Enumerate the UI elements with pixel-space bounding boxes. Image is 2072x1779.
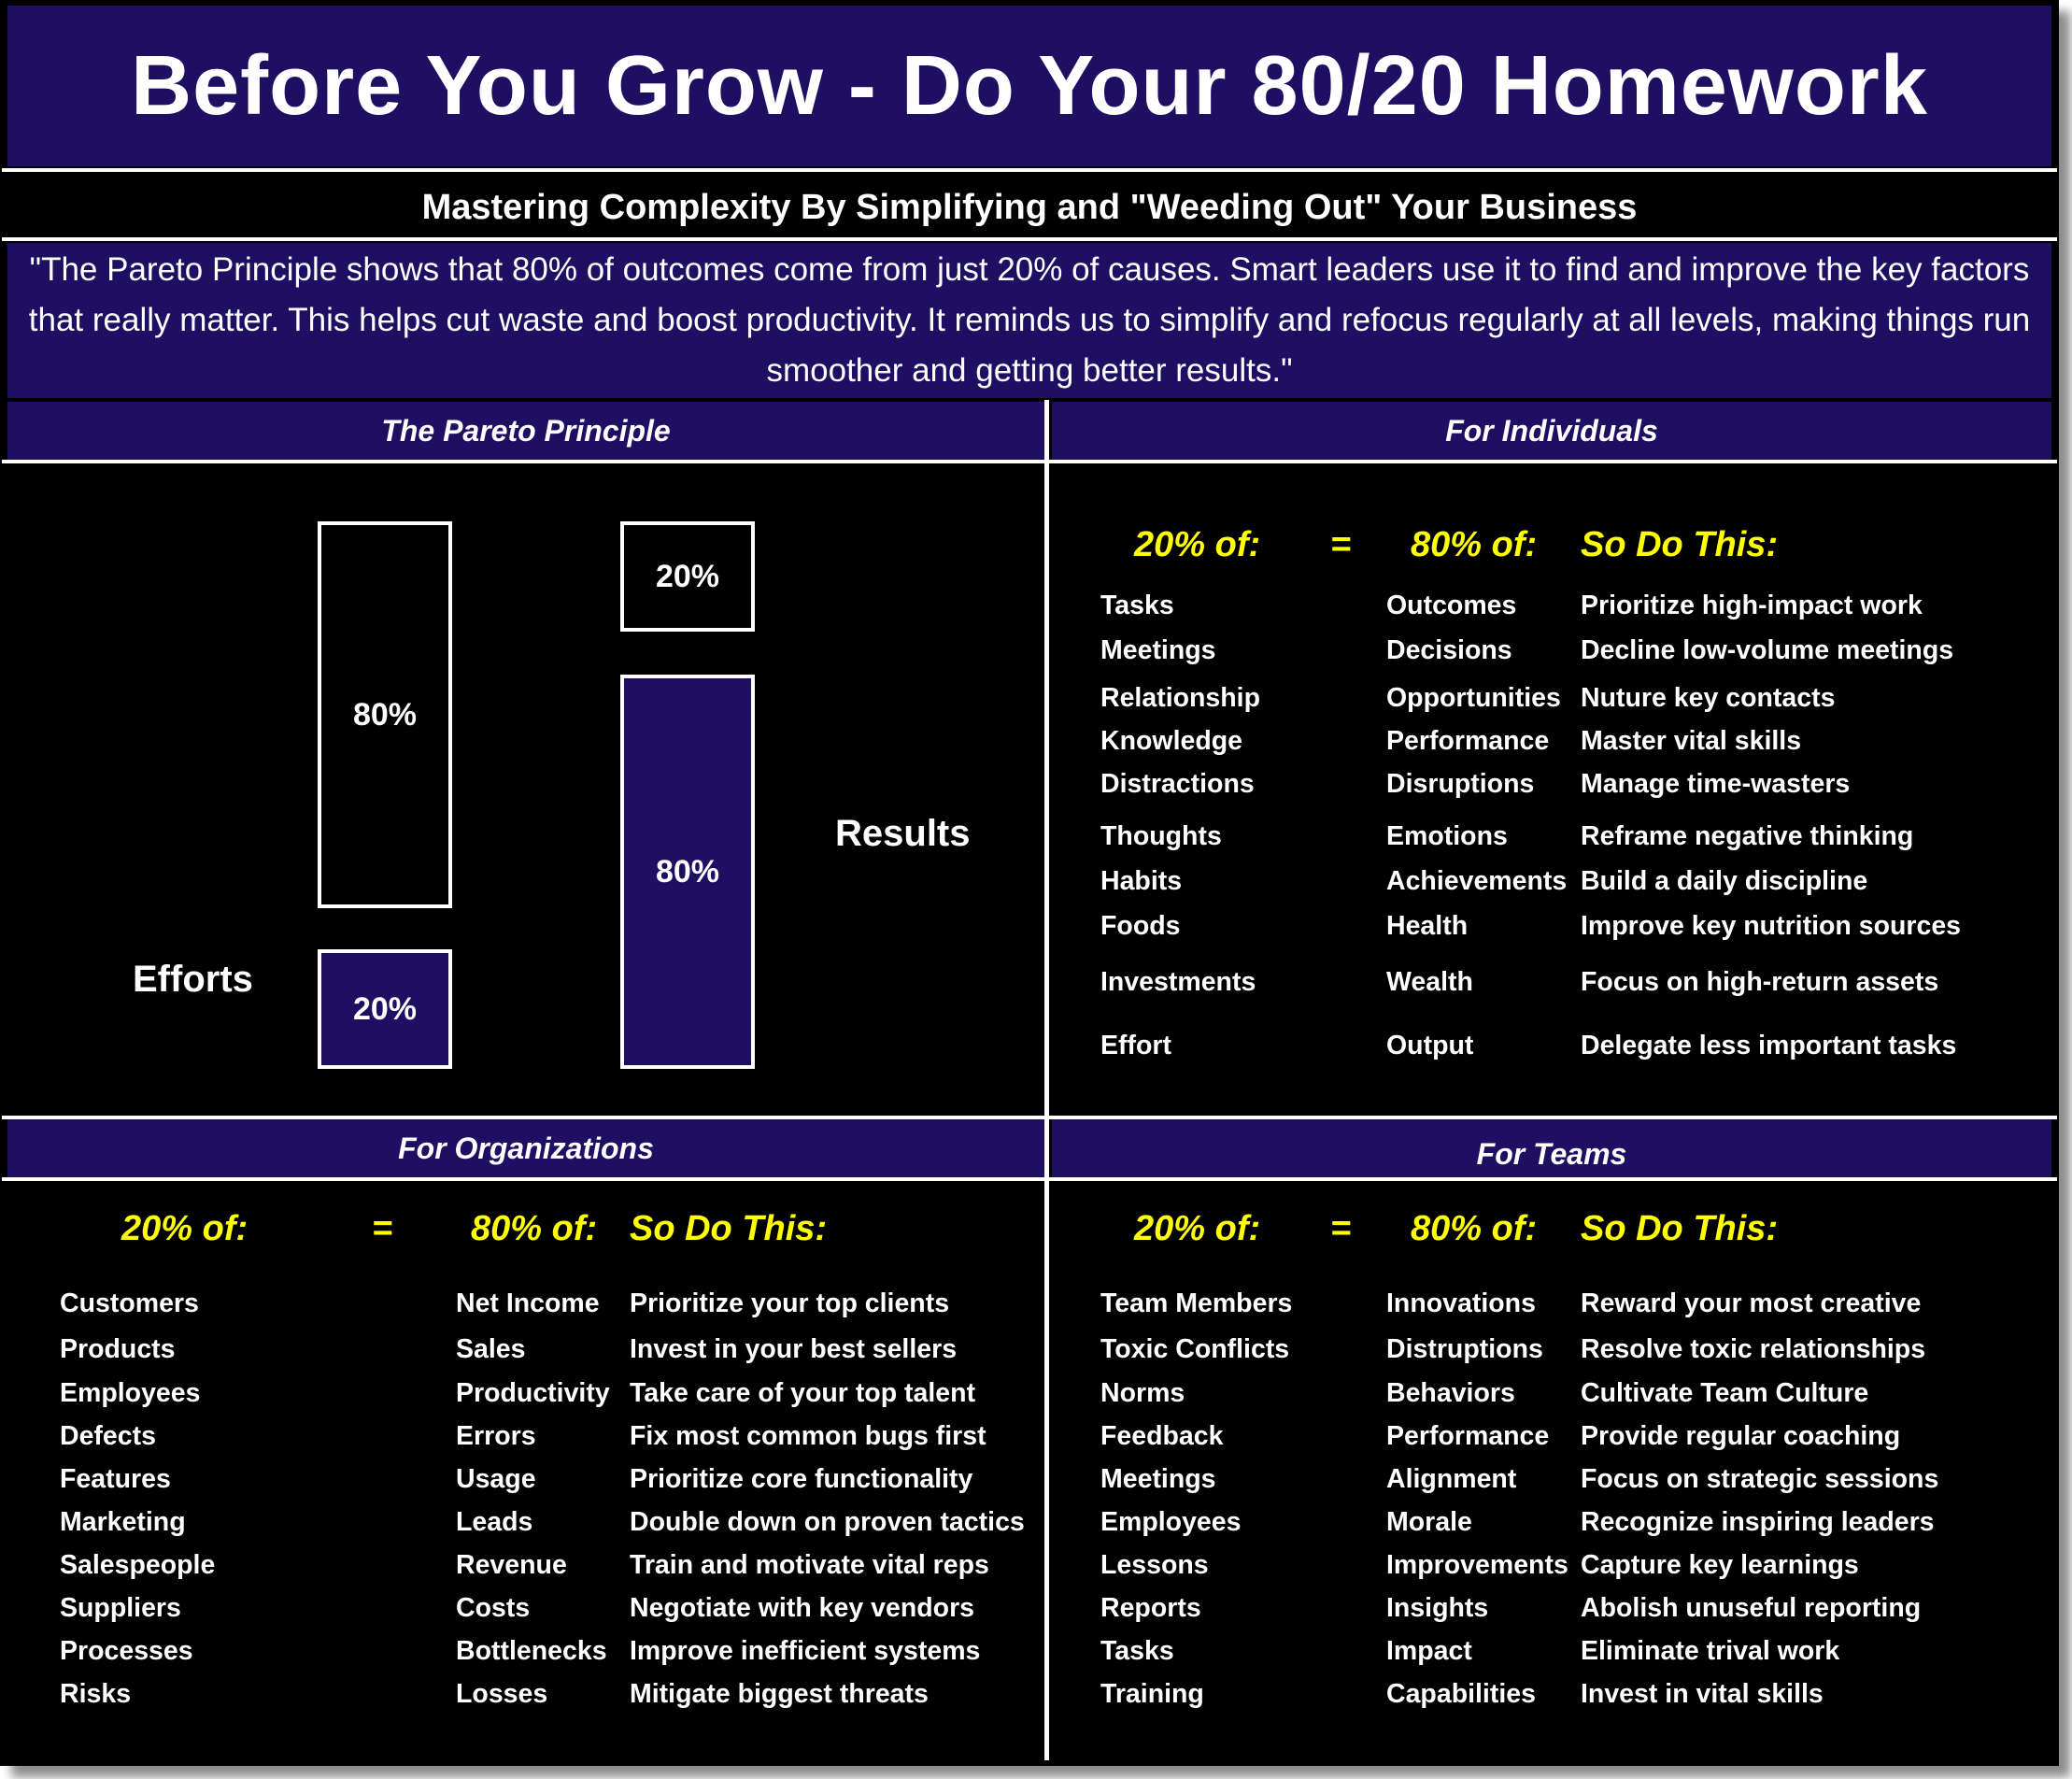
col-header-effect: 80% of: <box>471 1209 598 1248</box>
list-item: Morale <box>1386 1507 1472 1537</box>
list-item: Norms <box>1100 1378 1185 1408</box>
list-item: Usage <box>456 1464 536 1494</box>
list-item: Insights <box>1386 1593 1489 1623</box>
efforts-80-bar: 80% <box>318 521 452 908</box>
list-item: Double down on proven tactics <box>630 1507 1025 1537</box>
list-item: Salespeople <box>60 1550 216 1580</box>
list-item: Mitigate biggest threats <box>630 1679 929 1709</box>
list-item: Leads <box>456 1507 533 1537</box>
col-header-cause: 20% of: <box>1134 525 1261 564</box>
list-item: Net Income <box>456 1288 600 1318</box>
list-item: Train and motivate vital reps <box>630 1550 989 1580</box>
page-title: Before You Grow - Do Your 80/20 Homework <box>7 6 2051 166</box>
col-header-equals: = <box>1330 525 1352 564</box>
list-item: Prioritize your top clients <box>630 1288 950 1318</box>
list-item: Decline low-volume meetings <box>1581 635 1954 665</box>
list-item: Capabilities <box>1386 1679 1536 1709</box>
list-item: Productivity <box>456 1378 610 1408</box>
list-item: Wealth <box>1386 967 1473 997</box>
efforts-label: Efforts <box>133 959 253 1000</box>
list-item: Processes <box>60 1636 193 1666</box>
list-item: Health <box>1386 911 1469 941</box>
list-item: Abolish unuseful reporting <box>1581 1593 1922 1623</box>
list-item: Improve inefficient systems <box>630 1636 981 1666</box>
list-item: Errors <box>456 1421 536 1451</box>
list-item: Impact <box>1386 1636 1472 1666</box>
list-item: Recognize inspiring leaders <box>1581 1507 1935 1537</box>
list-item: Manage time-wasters <box>1581 769 1851 799</box>
subtitle: Mastering Complexity By Simplifying and "Weeding Out" Your Business <box>421 187 1638 227</box>
list-item: Decisions <box>1386 635 1512 665</box>
list-item: Bottlenecks <box>456 1636 607 1666</box>
list-item: Products <box>60 1334 176 1364</box>
list-item: Capture key learnings <box>1581 1550 1859 1580</box>
efforts-20-bar: 20% <box>318 949 452 1069</box>
list-item: Performance <box>1386 1421 1550 1451</box>
list-item: Behaviors <box>1386 1378 1515 1408</box>
list-item: Knowledge <box>1100 726 1243 756</box>
list-item: Feedback <box>1100 1421 1224 1451</box>
results-80-bar: 80% <box>620 675 755 1069</box>
list-item: Focus on high-return assets <box>1581 967 1939 997</box>
list-item: Master vital skills <box>1581 726 1802 756</box>
list-item: Employees <box>60 1378 201 1408</box>
list-item: Sales <box>456 1334 526 1364</box>
list-item: Prioritize core functionality <box>630 1464 973 1494</box>
list-item: Costs <box>456 1593 531 1623</box>
list-item: Suppliers <box>60 1593 181 1623</box>
list-item: Investments <box>1100 967 1256 997</box>
list-item: Improvements <box>1386 1550 1568 1580</box>
list-item: Resolve toxic relationships <box>1581 1334 1926 1364</box>
list-item: Customers <box>60 1288 199 1318</box>
list-item: Fix most common bugs first <box>630 1421 986 1451</box>
list-item: Toxic Conflicts <box>1100 1334 1290 1364</box>
list-item: Features <box>60 1464 171 1494</box>
list-item: Delegate less important tasks <box>1581 1031 1957 1060</box>
list-item: Take care of your top talent <box>630 1378 976 1408</box>
col-header-equals: = <box>372 1209 393 1248</box>
list-item: Revenue <box>456 1550 567 1580</box>
list-item: Nuture key contacts <box>1581 683 1836 713</box>
list-item: Invest in your best sellers <box>630 1334 958 1364</box>
list-item: Performance <box>1386 726 1550 756</box>
list-item: Disruptions <box>1386 769 1535 799</box>
col-header-cause: 20% of: <box>121 1209 248 1248</box>
list-item: Relationship <box>1100 683 1261 713</box>
results-20-bar: 20% <box>620 521 755 632</box>
list-item: Prioritize high-impact work <box>1581 591 1923 620</box>
list-item: Invest in vital skills <box>1581 1679 1824 1709</box>
list-item: Foods <box>1100 911 1181 941</box>
list-item: Eliminate trival work <box>1581 1636 1840 1666</box>
section-header-teams: For Teams <box>1052 1119 2051 1177</box>
section-header-pareto: The Pareto Principle <box>7 402 1044 460</box>
col-header-action: So Do This: <box>1581 525 1779 564</box>
list-item: Meetings <box>1100 1464 1216 1494</box>
list-item: Cultivate Team Culture <box>1581 1378 1869 1408</box>
section-header-individuals: For Individuals <box>1052 402 2051 460</box>
list-item: Lessons <box>1100 1550 1209 1580</box>
list-item: Reports <box>1100 1593 1201 1623</box>
list-item: Tasks <box>1100 591 1174 620</box>
list-item: Distractions <box>1100 769 1255 799</box>
list-item: Losses <box>456 1679 548 1709</box>
list-item: Improve key nutrition sources <box>1581 911 1962 941</box>
list-item: Emotions <box>1386 821 1508 851</box>
list-item: Output <box>1386 1031 1474 1060</box>
list-item: Opportunities <box>1386 683 1561 713</box>
divider <box>2 1177 2057 1181</box>
col-header-equals: = <box>1330 1209 1352 1248</box>
section-header-organizations: For Organizations <box>7 1119 1044 1177</box>
col-header-effect: 80% of: <box>1411 1209 1538 1248</box>
divider <box>2 237 2057 241</box>
list-item: Reframe negative thinking <box>1581 821 1914 851</box>
list-item: Outcomes <box>1386 591 1517 620</box>
list-item: Training <box>1100 1679 1204 1709</box>
list-item: Marketing <box>60 1507 186 1537</box>
list-item: Reward your most creative <box>1581 1288 1922 1318</box>
list-item: Innovations <box>1386 1288 1536 1318</box>
list-item: Tasks <box>1100 1636 1174 1666</box>
list-item: Habits <box>1100 866 1183 896</box>
list-item: Achievements <box>1386 866 1568 896</box>
pareto-quote: "The Pareto Principle shows that 80% of outcomes come from just 20% of causes. Smart leaders use it to find and improve the key factors that really matter. This helps cut waste and boost productivity. It reminds us to simplify and refocus regularly at all levels, making things run smoother and getting better results." <box>7 243 2051 398</box>
results-label: Results <box>835 813 971 854</box>
divider <box>2 460 2057 463</box>
vertical-divider <box>1044 400 1049 1760</box>
list-item: Meetings <box>1100 635 1216 665</box>
list-item: Build a daily discipline <box>1581 866 1868 896</box>
list-item: Focus on strategic sessions <box>1581 1464 1939 1494</box>
list-item: Risks <box>60 1679 132 1709</box>
col-header-action: So Do This: <box>1581 1209 1779 1248</box>
col-header-action: So Do This: <box>630 1209 828 1248</box>
list-item: Defects <box>60 1421 156 1451</box>
list-item: Effort <box>1100 1031 1171 1060</box>
list-item: Provide regular coaching <box>1581 1421 1901 1451</box>
list-item: Thoughts <box>1100 821 1222 851</box>
col-header-effect: 80% of: <box>1411 525 1538 564</box>
list-item: Distruptions <box>1386 1334 1543 1364</box>
list-item: Team Members <box>1100 1288 1293 1318</box>
list-item: Alignment <box>1386 1464 1517 1494</box>
list-item: Employees <box>1100 1507 1242 1537</box>
divider <box>2 168 2057 172</box>
list-item: Negotiate with key vendors <box>630 1593 975 1623</box>
col-header-cause: 20% of: <box>1134 1209 1261 1248</box>
